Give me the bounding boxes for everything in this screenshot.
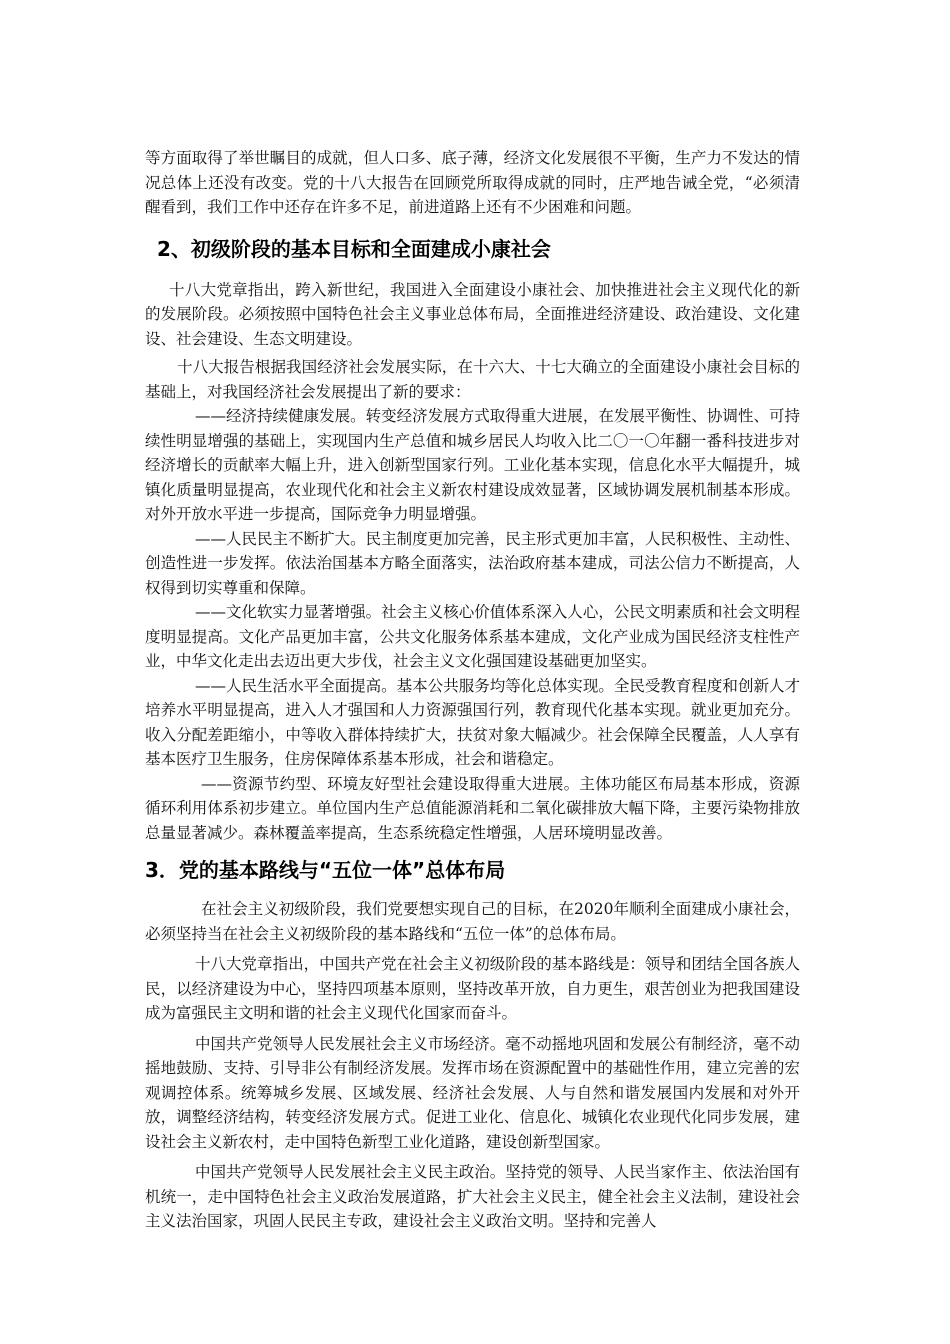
paragraph-2d: ——人民民主不断扩大。民主制度更加完善，民主形式更加丰富，人民积极性、主动性、创造性进一步发挥。依法治国基本方略全面落实，法治政府基本建成，司法公信力不断提高，人权得到切实尊重和保障。 xyxy=(145,529,800,597)
paragraph-3d: 中国共产党领导人民发展社会主义民主政治。坚持党的领导、人民当家作主、依法治国有机统一，走中国特色社会主义政治发展道路，扩大社会主义民主，健全社会主义法制，建设社会主义法治国家，巩固人民民主专政，建设社会主义政治文明。坚持和完善人 xyxy=(145,1163,800,1230)
paragraph-2e: ——文化软实力显著增强。社会主义核心价值体系深入人心，公民文明素质和社会文明程度明显提高。文化产品更加丰富，公共文化服务体系基本建成，文化产业成为国民经济支柱性产业，中华文化走出去迈出更大步伐，社会主义文化强国建设基础更加坚实。 xyxy=(145,603,800,670)
paragraph-3c: 中国共产党领导人民发展社会主义市场经济。毫不动摇地巩固和发展公有制经济，毫不动摇地鼓励、支持、引导非公有制经济发展。发挥市场在资源配置中的基础性作用，建立完善的宏观调控体系。统筹城乡发展、区域发展、经济社会发展、人与自然和谐发展国内发展和对外开放，调整经济结构，转变经济发展方式。促进工业化、信息化、城镇化农业现代化同步发展，建设社会主义新农村，走中国特色新型工业化道路，建设创新型国家。 xyxy=(145,1034,800,1151)
paragraph-3a: 在社会主义初级阶段，我们党要想实现自己的目标，在2020年顺利全面建成小康社会，必须坚持当在社会主义初级阶段的基本路线和“五位一体”的总体布局。 xyxy=(145,900,800,943)
paragraph-2c: ——经济持续健康发展。转变经济发展方式取得重大进展，在发展平衡性、协调性、可持续性明显增强的基础上，实现国内生产总值和城乡居民人均收入比二〇一〇年翻一番科技进步对经济增长的贡献率大幅上升，进入创新型国家行列。工业化基本实现，信息化水平大幅提升，城镇化质量明显提高，农业现代化和社会主义新农村建设成效显著，区域协调发展机制基本形成。对外开放水平进一步提高，国际竞争力明显增强。 xyxy=(145,407,800,523)
section-heading-3: 3．党的基本路线与“五位一体”总体布局 xyxy=(145,858,506,882)
paragraph-2f: ——人民生活水平全面提高。基本公共服务均等化总体实现。全民受教育程度和创新人才培养水平明显提高，进入人才强国和人力资源强国行列，教育现代化基本实现。就业更加充分。收入分配差距缩小，中等收入群体持续扩大，扶贫对象大幅减少。社会保障全民覆盖，人人享有基本医疗卫生服务，住房保障体系基本形成，社会和谐稳定。 xyxy=(145,676,800,768)
paragraph-2a: 十八大党章指出，跨入新世纪，我国进入全面建设小康社会、加快推进社会主义现代化的新的发展阶段。必须按照中国特色社会主义事业总体布局，全面推进经济建设、政治建设、文化建设、社会建设、生态文明建设。 xyxy=(145,280,800,348)
paragraph-2g: ——资源节约型、环境友好型社会建设取得重大进展。主体功能区布局基本形成，资源循环利用体系初步建立。单位国内生产总值能源消耗和二氧化碳排放大幅下降，主要污染物排放总量显著减少。森林覆盖率提高，生态系统稳定性增强，人居环境明显改善。 xyxy=(145,774,800,842)
paragraph-intro: 等方面取得了举世瞩目的成就，但人口多、底子薄，经济文化发展很不平衡，生产力不发达的情况总体上还没有改变。党的十八大报告在回顾党所取得成就的同时，庄严地告诫全党，“必须清醒看到，我们工作中还存在许多不足，前进道路上还有不少困难和问题。 xyxy=(145,149,800,216)
paragraph-3b: 十八大党章指出，中国共产党在社会主义初级阶段的基本路线是：领导和团结全国各族人民，以经济建设为中心，坚持四项基本原则，坚持改革开放，自力更生，艰苦创业为把我国建设成为富强民主文明和谐的社会主义现代化国家而奋斗。 xyxy=(145,955,800,1022)
paragraph-2b: 十八大报告根据我国经济社会发展实际，在十六大、十七大确立的全面建设小康社会目标的基础上，对我国经济社会发展提出了新的要求： xyxy=(145,358,800,401)
section-heading-2: 2、初级阶段的基本目标和全面建成小康社会 xyxy=(157,236,551,261)
